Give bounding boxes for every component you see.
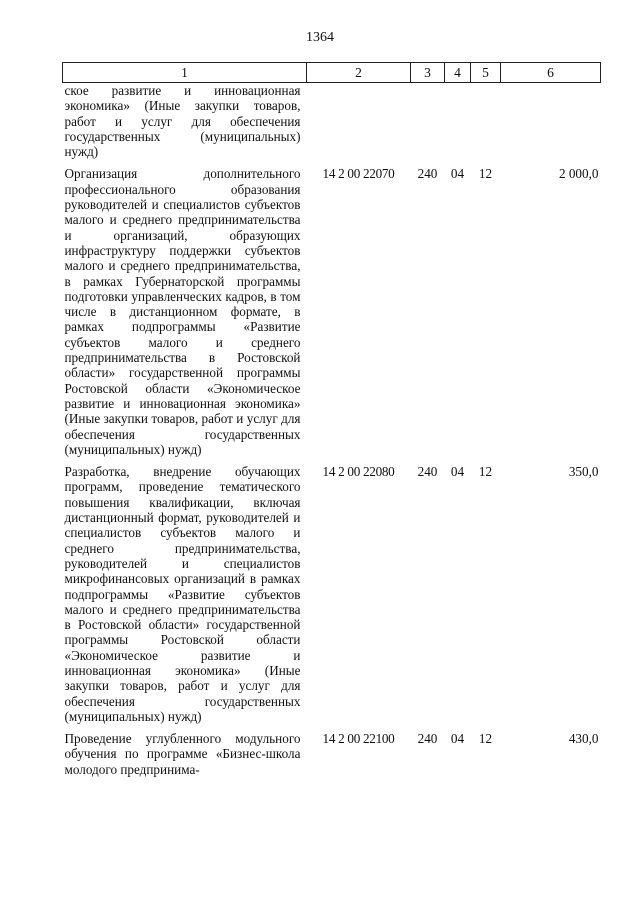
row-code: 14 2 00 22080 — [322, 464, 395, 480]
column-header: 6 — [501, 63, 601, 83]
row-vr — [411, 83, 445, 167]
row-amount: 350,0 — [568, 464, 599, 480]
row-amount — [501, 83, 601, 167]
table-row — [63, 464, 601, 731]
column-header: 3 — [411, 63, 445, 83]
table-header — [63, 63, 601, 83]
column-header: 5 — [471, 63, 501, 83]
column-header: 1 — [63, 63, 307, 83]
table-row — [63, 83, 601, 167]
row-description: Проведение углубленного модульного обучения по программе «Бизнес-школа молодого предпринима- — [64, 731, 301, 777]
row-code: 14 2 00 22070 — [322, 166, 395, 182]
row-vr: 240 — [417, 731, 438, 747]
row-description: ское развитие и инновационная экономика» (Иные закупки товаров, работ и услуг для обеспечения государственных (муниципальных) нужд) — [64, 83, 301, 160]
row-pr — [471, 83, 501, 167]
row-amount: 430,0 — [568, 731, 599, 747]
row-description: Организация дополнительного профессионального образования руководителей и специалистов субъектов малого и среднего предпринимательства и организаций, образующих инфраструктуру поддержки субъектов малого и среднего предпринимательства, в рамках Губернаторской программы подготовки управленческих кадров, в том числе в дистанционном формате, в рамках подпрограммы «Развитие субъектов малого и среднего предпринимательства в Ростовской области» государственной программы Ростовской области «Экономическое развитие и инновационная экономика» (Иные закупки товаров, работ и услуг для обеспечения государственных (муниципальных) нужд) — [64, 166, 301, 457]
row-rz: 04 — [450, 464, 465, 480]
row-amount: 2 000,0 — [558, 166, 599, 182]
column-header: 4 — [445, 63, 471, 83]
row-vr: 240 — [417, 166, 438, 182]
row-rz: 04 — [450, 731, 465, 747]
row-description: Разработка, внедрение обучающих программ, проведение тематического повышения квалификации, включая дистанционный формат, руководителей и специалистов субъектов малого и среднего предпринимательства, руководителей и специалистов микрофинансовых организаций в рамках подпрограммы «Развитие субъектов малого и среднего предпринимательства в Ростовской области» государственной программы Ростовской области «Экономическое развитие и инновационная экономика» (Иные закупки товаров, работ и услуг для обеспечения государственных (муниципальных) нужд) — [64, 464, 301, 724]
row-pr: 12 — [478, 166, 493, 182]
row-rz: 04 — [450, 166, 465, 182]
budget-table — [62, 62, 601, 777]
table-row — [63, 731, 601, 777]
row-code: 14 2 00 22100 — [322, 731, 395, 747]
page-number: 1364 — [306, 30, 334, 45]
row-pr: 12 — [478, 464, 493, 480]
row-pr: 12 — [478, 731, 493, 747]
row-rz — [445, 83, 471, 167]
row-code — [307, 83, 411, 167]
row-vr: 240 — [417, 464, 438, 480]
table-row — [63, 166, 601, 464]
column-header: 2 — [307, 63, 411, 83]
